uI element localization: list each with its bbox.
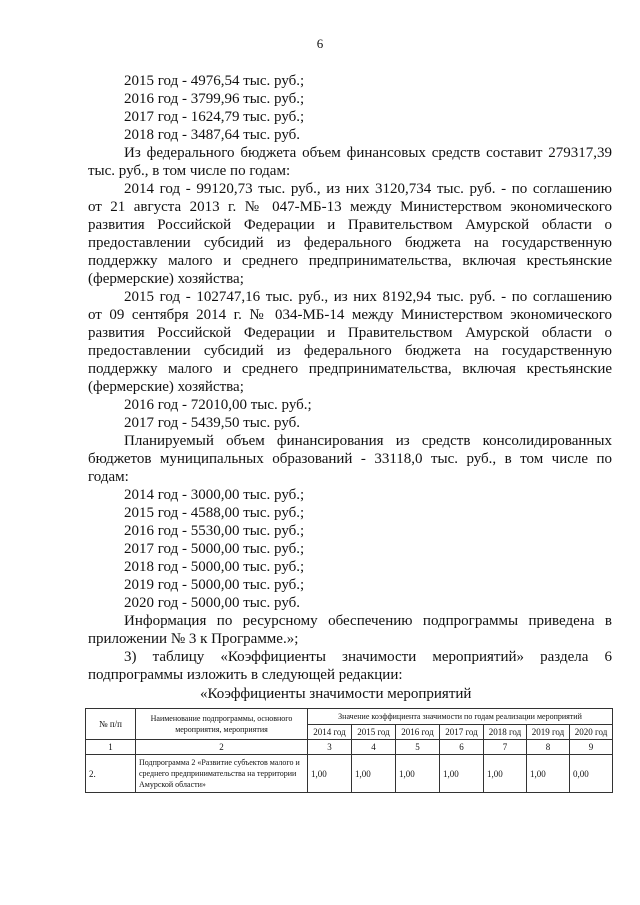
text-line: 2018 год - 3487,64 тыс. руб.	[124, 127, 301, 143]
text-line: годам:	[88, 469, 129, 485]
text-line: 2016 год - 3799,96 тыс. руб.;	[124, 91, 305, 107]
col-number: 9	[570, 740, 613, 755]
header-num: № п/п	[86, 709, 136, 740]
text-line: Информация по ресурсному обеспечению подпрограммы приведена в	[124, 613, 612, 629]
text-line: 2016 год - 72010,00 тыс. руб.;	[124, 397, 312, 413]
text-line: развития Российской Федерации и Правительством Амурской области о	[88, 325, 612, 341]
table-title: «Коэффициенты значимости мероприятий	[200, 686, 472, 702]
header-name: Наименование подпрограммы, основного мероприятия, мероприятия	[136, 709, 308, 740]
year-cell: 2020 год	[570, 725, 613, 740]
text-line: приложении № 3 к Программе.»;	[88, 631, 299, 647]
col-number: 7	[484, 740, 527, 755]
text-line: тыс. руб., в том числе по годам:	[88, 163, 291, 179]
text-line: 2016 год - 5530,00 тыс. руб.;	[124, 523, 305, 539]
text-line: Планируемый объем финансирования из средств консолидированных	[124, 433, 612, 449]
text-line: поддержку малого и среднего предпринимательства, включая крестьянские	[88, 361, 612, 377]
row-name: Подпрограмма 2 «Развитие субъектов малого и среднего предпринимательства на территории Амурской области»	[136, 755, 308, 793]
text-line: поддержку малого и среднего предпринимательства, включая крестьянские	[88, 253, 612, 269]
col-number: 1	[86, 740, 136, 755]
col-number: 4	[352, 740, 396, 755]
text-line: от 21 августа 2013 г. № 047-МБ-13 между Министерством экономического	[88, 199, 612, 215]
col-number: 6	[440, 740, 484, 755]
row-value: 1,00	[484, 755, 527, 793]
col-number: 8	[527, 740, 570, 755]
text-line: 2014 год - 99120,73 тыс. руб., из них 3120,734 тыс. руб. - по соглашению	[124, 181, 612, 197]
page-number: 6	[316, 36, 324, 51]
text-line: предоставлении субсидий из федерального бюджета на государственную	[88, 343, 612, 359]
year-cell: 2017 год	[440, 725, 484, 740]
text-line: подпрограммы изложить в следующей редакции:	[88, 667, 403, 683]
header-coefficient-group: Значение коэффициента значимости по годам реализации мероприятий	[308, 709, 613, 725]
text-line: 3) таблицу «Коэффициенты значимости мероприятий» раздела 6	[124, 649, 612, 665]
row-value: 1,00	[527, 755, 570, 793]
text-line: Из федерального бюджета объем финансовых средств составит 279317,39	[124, 145, 612, 161]
text-line: 2015 год - 4976,54 тыс. руб.;	[124, 73, 305, 89]
text-line: 2015 год - 102747,16 тыс. руб., из них 8192,94 тыс. руб. - по соглашению	[124, 289, 612, 305]
text-line: от 09 сентября 2014 г. № 034-МБ-14 между Министерством экономического	[88, 307, 612, 323]
col-number: 3	[308, 740, 352, 755]
text-line: 2014 год - 3000,00 тыс. руб.;	[124, 487, 305, 503]
text-line: 2017 год - 5439,50 тыс. руб.	[124, 415, 301, 431]
text-line: 2015 год - 4588,00 тыс. руб.;	[124, 505, 305, 521]
text-line: (фермерские) хозяйства;	[88, 271, 244, 287]
coefficients-table	[85, 708, 613, 793]
text-line: 2019 год - 5000,00 тыс. руб.;	[124, 577, 305, 593]
row-value: 1,00	[396, 755, 440, 793]
col-number: 2	[136, 740, 308, 755]
row-num: 2.	[86, 755, 136, 793]
row-value: 0,00	[570, 755, 613, 793]
text-line: (фермерские) хозяйства;	[88, 379, 244, 395]
year-cell: 2016 год	[396, 725, 440, 740]
text-line: 2017 год - 1624,79 тыс. руб.;	[124, 109, 305, 125]
row-value: 1,00	[352, 755, 396, 793]
text-line: бюджетов муниципальных образований - 33118,0 тыс. руб., в том числе по	[88, 451, 612, 467]
text-line: развития Российской Федерации и Правительством Амурской области о	[88, 217, 612, 233]
table-header-row	[86, 709, 613, 725]
text-line: предоставлении субсидий из федерального бюджета на государственную	[88, 235, 612, 251]
year-cell: 2019 год	[527, 725, 570, 740]
row-value: 1,00	[308, 755, 352, 793]
row-value: 1,00	[440, 755, 484, 793]
text-line: 2017 год - 5000,00 тыс. руб.;	[124, 541, 305, 557]
year-cell: 2015 год	[352, 725, 396, 740]
table-colnum-row	[86, 740, 613, 755]
text-line: 2018 год - 5000,00 тыс. руб.;	[124, 559, 305, 575]
year-cell: 2014 год	[308, 725, 352, 740]
col-number: 5	[396, 740, 440, 755]
text-line: 2020 год - 5000,00 тыс. руб.	[124, 595, 301, 611]
table-row	[86, 755, 613, 793]
year-cell: 2018 год	[484, 725, 527, 740]
